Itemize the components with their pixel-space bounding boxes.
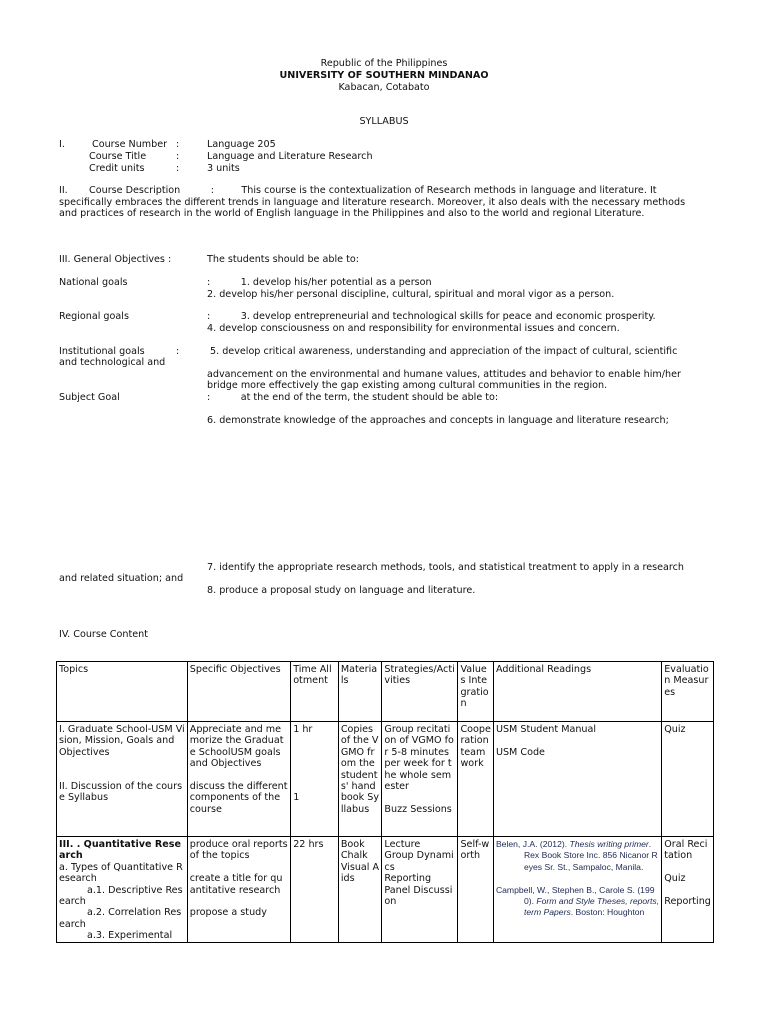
values-cell: Self-worth (458, 837, 493, 943)
subject-goal-7: 7. identify the appropriate research methods, tools, and statistical treatment to apply in a research (207, 562, 685, 573)
column-header-values-integration: Values Integration (458, 662, 493, 722)
objectives-intro: The students should be able to: (207, 254, 359, 265)
time-syllabus: 1 (293, 792, 300, 804)
strategy-buzz-sessions: Buzz Sessions (384, 803, 452, 815)
course-description-line-3: and practices of research in the world of English language in the Philippines and also to the world and regional Literature. (59, 208, 645, 219)
evaluation-cell: Quiz (662, 722, 714, 837)
objective-appreciate: Appreciate and memorize the Graduate SchoolUSM goals and Objectives (189, 724, 284, 770)
regional-goal-3: : 3. develop entrepreneurial and technological skills for peace and economic prosperity. (207, 311, 656, 322)
table-row (57, 722, 714, 837)
topic-experimental: a.3. Experimental (87, 930, 173, 942)
objectives-heading: III. General Objectives : (59, 254, 172, 265)
national-goal-2: 2. develop his/her personal discipline, cultural, spiritual and moral vigor as a person. (207, 289, 615, 300)
materials-cell: Copies of the VGMO from the students' handbook Syllabus (338, 722, 382, 837)
course-title-value: Language and Literature Research (207, 151, 373, 162)
institutional-goal-5: 5. develop critical awareness, understanding and appreciation of the impact of cultural, scientific (210, 346, 678, 357)
subject-goal-6: 6. demonstrate knowledge of the approaches and concepts in language and literature research; (207, 415, 669, 426)
column-header-specific-objectives: Specific Objectives (187, 662, 290, 722)
evaluation-reporting: Reporting (664, 896, 711, 907)
topic-types: a. Types of Quantitative Research (59, 861, 183, 885)
column-header-strategies: Strategies/Activities (382, 662, 458, 722)
readings-cell (493, 722, 661, 837)
course-description-line-1: II. Course Description : This course is the contextualization of Research methods in language and literature. It (59, 185, 657, 196)
topic-vgmo: I. Graduate School-USM Vision, Mission, Goals and Objectives (59, 724, 185, 758)
materials-cell: Book Chalk Visual Aids (338, 837, 382, 943)
reading-usm-code: USM Code (495, 746, 545, 758)
objective-oral-reports: produce oral reports of the topics (189, 839, 288, 862)
course-number-colon: : (176, 139, 180, 150)
column-header-materials: Materials (338, 662, 382, 722)
topic-syllabus: II. Discussion of the course Syllabus (59, 781, 183, 804)
time-cell (291, 722, 339, 837)
column-header-time-allotment: Time Allotment (291, 662, 339, 722)
national-goal-1: : 1. develop his/her potential as a person (207, 277, 432, 288)
institutional-goal-5-cont-2: bridge more effectively the gap existing among cultural communities in the region. (207, 380, 608, 391)
objectives-cell (187, 722, 290, 837)
reference-campbell: Campbell, W., Stephen B., Carole S. (1990). Form and Style Theses, reports, term Papers. Boston: Houghton (495, 884, 660, 918)
strategies-cell (382, 722, 458, 837)
strategy-group-recitation: Group recitation of VGMO for 5-8 minutes per week for the whole semester (384, 724, 454, 793)
course-description-line-2: specifically embraces the different trends in language and literature research. Moreover, it also deals with the necessary methods (59, 197, 686, 208)
credit-units-label: Credit units (89, 163, 145, 174)
reading-student-manual: USM Student Manual (495, 724, 597, 735)
evaluation-oral-recitation: Oral Recitation (664, 839, 708, 862)
subject-goal-intro: : at the end of the term, the student should be able to: (207, 392, 499, 403)
strategies-cell: Lecture Group Dynamics Reporting Panel Discussion (382, 837, 458, 943)
column-header-additional-readings: Additional Readings (493, 662, 661, 722)
column-header-topics: Topics (57, 662, 188, 722)
evaluation-cell (662, 837, 714, 943)
objective-create-title: create a title for quantitative research (189, 873, 283, 896)
course-content-table (56, 661, 714, 943)
course-number-label: Course Number (92, 139, 168, 150)
course-title-label: Course Title (89, 151, 147, 162)
course-number-value: Language 205 (207, 139, 276, 150)
regional-goal-4: 4. develop consciousness on and responsibility for environmental issues and concern. (207, 323, 620, 334)
evaluation-quiz: Quiz (664, 873, 686, 885)
column-header-evaluation: Evaluation Measures (662, 662, 714, 722)
time-vgmo: 1 hr (293, 724, 313, 735)
objective-propose-study: propose a study (189, 907, 267, 919)
topic-quantitative-research: III. . Quantitative Research (59, 839, 181, 862)
subject-goal-label: Subject Goal (59, 392, 120, 403)
national-goals-label: National goals (59, 277, 128, 288)
credit-units-value: 3 units (207, 163, 240, 174)
institutional-goal-5-cont-1: advancement on the environmental and humane values, attitudes and behavior to enable him/her (207, 369, 681, 380)
readings-cell (493, 837, 661, 943)
regional-goals-label: Regional goals (59, 311, 129, 322)
reference-belen: Belen, J.A. (2012). Thesis writing primer. Rex Book Store Inc. 856 Nicanor Reyes Sr. St., Sampaloc, Manila. (495, 839, 658, 872)
topic-cell (57, 722, 188, 837)
university-name: UNIVERSITY OF SOUTHERN MINDANAO (279, 70, 489, 81)
topic-correlation: a.2. Correlation Research (59, 907, 182, 930)
course-title-colon: : (176, 151, 180, 162)
university-location: Kabacan, Cotabato (338, 82, 430, 93)
subject-goal-7-cont: and related situation; and (59, 573, 184, 584)
topic-cell (57, 837, 188, 943)
document-title: SYLLABUS (359, 116, 409, 127)
time-cell: 22 hrs (291, 837, 339, 943)
subject-goal-8: 8. produce a proposal study on language and literature. (207, 585, 476, 596)
table-row (57, 837, 714, 943)
institutional-goals-label-2: and technological and (59, 357, 166, 368)
objective-discuss: discuss the different components of the course (189, 781, 288, 815)
course-content-heading: IV. Course Content (59, 629, 148, 640)
institutional-goals-label: Institutional goals (59, 346, 145, 357)
values-cell: Cooperation team work (458, 722, 493, 837)
credit-units-colon: : (176, 163, 180, 174)
country-line: Republic of the Philippines (320, 58, 448, 69)
institutional-goals-colon: : (176, 346, 180, 357)
section-numeral-1: I. (59, 139, 65, 150)
objectives-cell (187, 837, 290, 943)
topic-descriptive: a.1. Descriptive Research (59, 884, 183, 908)
table-header-row (57, 662, 714, 722)
